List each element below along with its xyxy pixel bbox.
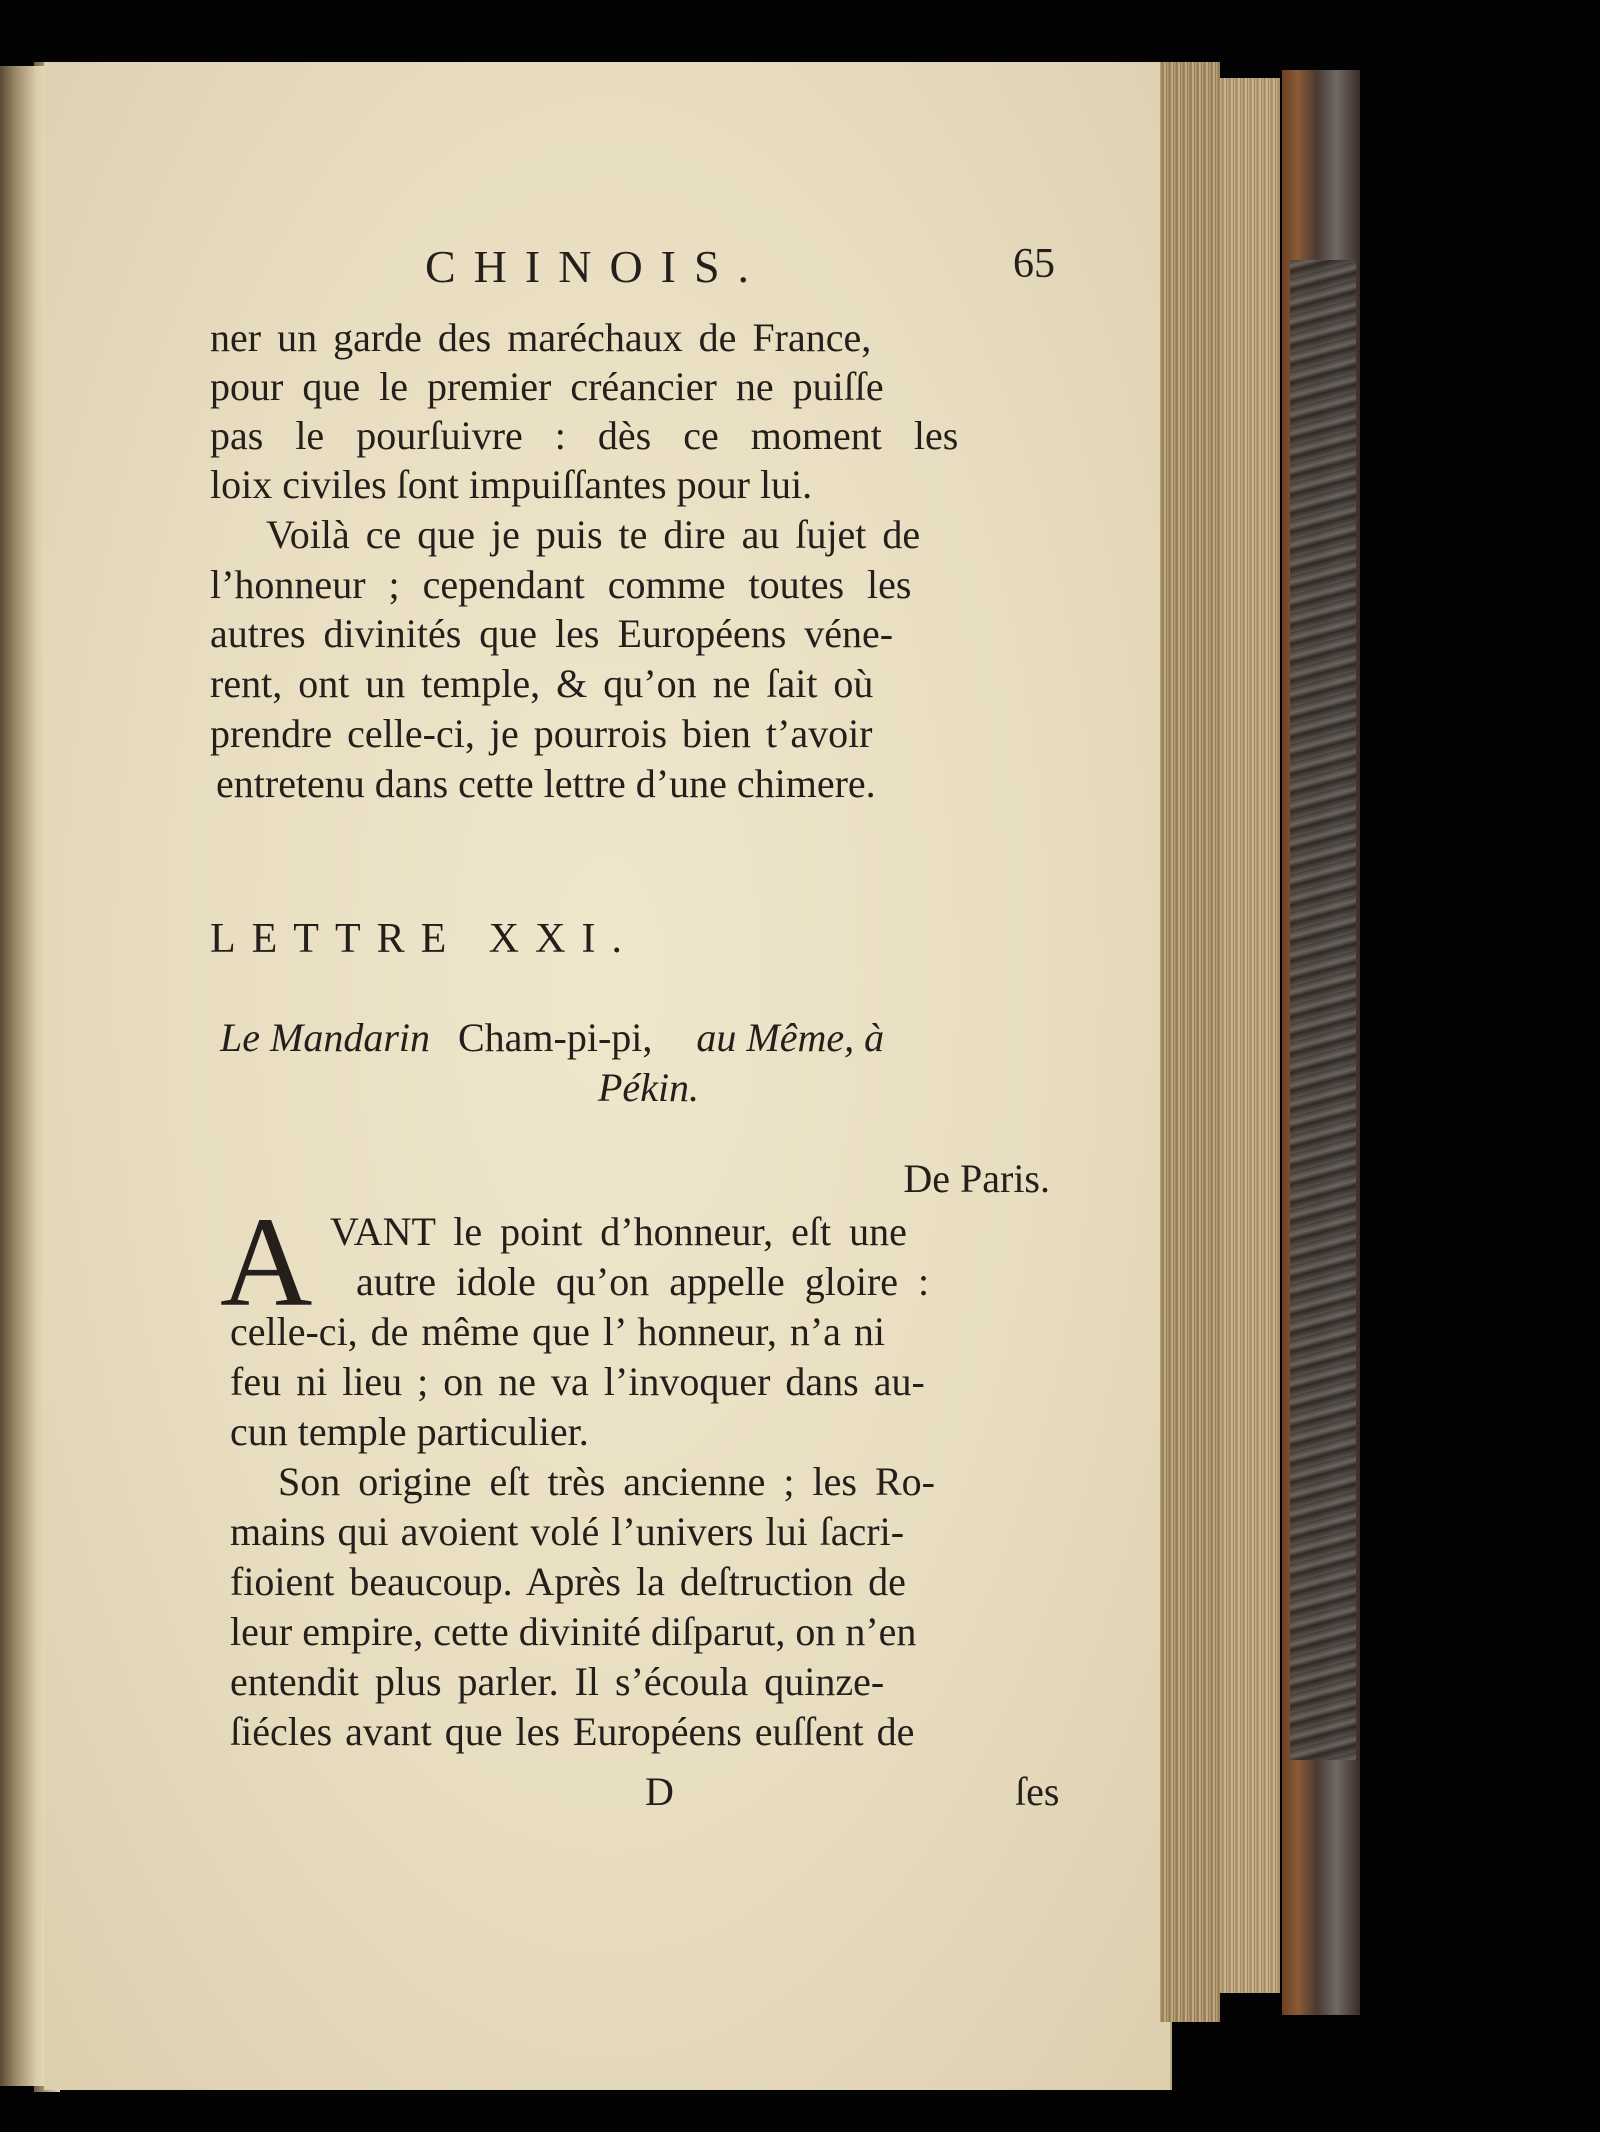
page-edges-outer [1220, 78, 1280, 1993]
subtitle-part2: au Même, à [696, 1015, 885, 1060]
letter-line: cun temple particulier. [230, 1409, 589, 1454]
left-page-edge [0, 66, 48, 2086]
subtitle-part1: Le Mandarin [220, 1015, 430, 1060]
page-edges [1160, 62, 1220, 2022]
page-number: 65 [1013, 241, 1055, 287]
page-header [225, 240, 1055, 310]
dateline: De Paris. [903, 1156, 1050, 1201]
letter-line: celle-ci, de même que l’ honneur, n’a ni [230, 1309, 886, 1354]
letter-line: ſiécles avant que les Européens euſſent de [230, 1709, 915, 1754]
subtitle-line2: Pékin. [598, 1065, 700, 1110]
catchword: ſes [1015, 1769, 1060, 1814]
body-line: rent, ont un temple, & qu’on ne ſait où [210, 661, 874, 706]
body-line: Voilà ce que je puis te dire au ſujet de [266, 512, 921, 557]
letter-line: leur empire, cette divinité diſparut, on n’en [230, 1609, 917, 1654]
body-line: l’honneur ; cependant comme toutes les [210, 562, 912, 607]
body-line: loix civiles ſont impuiſſantes pour lui. [210, 462, 813, 507]
drop-cap: A [220, 1191, 313, 1333]
letter-line: Son origine eſt très ancienne ; les Ro- [278, 1459, 935, 1504]
letter-subtitle [220, 1014, 1060, 1061]
signature-mark: D [645, 1769, 674, 1814]
letter-heading: LETTRE XXI. [210, 916, 638, 962]
letter-line: feu ni lieu ; on ne va l’invoquer dans au- [230, 1359, 925, 1404]
letter-line: VANT le point d’honneur, eſt une [330, 1209, 907, 1254]
body-line: autres divinités que les Européens véne- [210, 611, 894, 656]
letter-line: fioient beaucoup. Après la deſtruction de [230, 1559, 906, 1604]
body-line: ner un garde des maréchaux de France, [210, 315, 872, 360]
running-title: CHINOIS. [425, 241, 768, 292]
body-line: pour que le premier créancier ne puiſſe [210, 364, 884, 409]
letter-line: autre idole qu’on appelle gloire : [356, 1259, 930, 1304]
body-line: prendre celle-ci, je pourrois bien t’avoir [210, 711, 873, 756]
marbled-cover [1290, 260, 1356, 1760]
body-line: pas le pourſuivre : dès ce moment les [210, 413, 959, 458]
letter-line: entendit plus parler. Il s’écoula quinze- [230, 1659, 885, 1704]
body-line: entretenu dans cette lettre d’une chimere. [216, 761, 876, 806]
subtitle-name: Cham-pi-pi, [458, 1015, 653, 1060]
letter-line: mains qui avoient volé l’univers lui ſacri- [230, 1509, 905, 1554]
